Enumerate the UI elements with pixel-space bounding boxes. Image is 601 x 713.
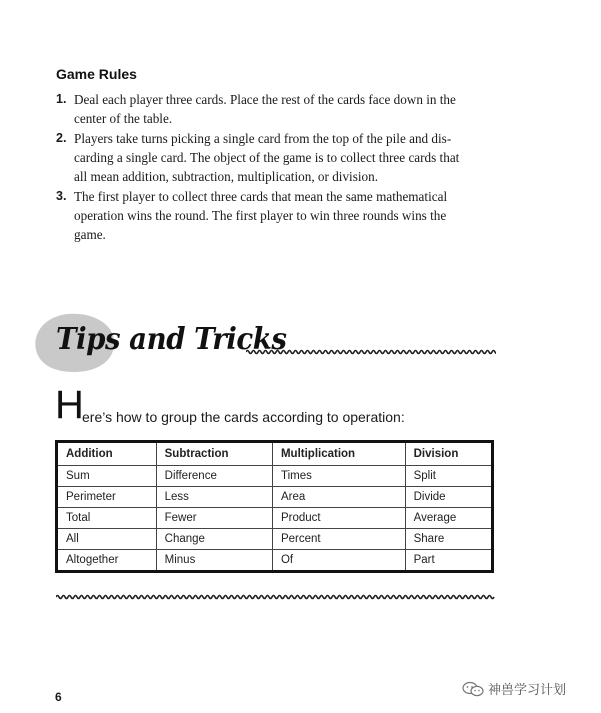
- table-cell: Minus: [156, 550, 272, 572]
- table-row: [57, 466, 493, 487]
- table-cell: Change: [156, 529, 272, 550]
- tips-and-tricks-title: Tips and Tricks: [56, 322, 287, 357]
- table-cell: Average: [405, 508, 492, 529]
- table-cell: Times: [272, 466, 405, 487]
- table-cell: Difference: [156, 466, 272, 487]
- table-cell: Total: [57, 508, 157, 529]
- table-row: [57, 550, 493, 572]
- header-subtraction: Subtraction: [156, 442, 272, 466]
- table-cell: Altogether: [57, 550, 157, 572]
- page-number: 6: [55, 690, 62, 704]
- rule-line: operation wins the round. The first player to win three rounds wins the: [74, 208, 447, 223]
- header-addition: Addition: [57, 442, 157, 466]
- table-cell: Sum: [57, 466, 157, 487]
- rule-line: game.: [74, 227, 106, 242]
- table-cell: Fewer: [156, 508, 272, 529]
- table-header-row: [57, 442, 493, 466]
- rule-line: Deal each player three cards. Place the rest of the cards face down in the: [74, 92, 456, 107]
- table-row: [57, 508, 493, 529]
- wechat-icon: [462, 681, 484, 697]
- table-row: [57, 487, 493, 508]
- game-rules-heading: Game Rules: [56, 66, 137, 82]
- rule-number: 2.: [56, 131, 67, 145]
- rule-line: carding a single card. The object of the game is to collect three cards that: [74, 150, 460, 165]
- rule-number: 1.: [56, 92, 67, 106]
- table-cell: Product: [272, 508, 405, 529]
- table-cell: Of: [272, 550, 405, 572]
- rule-line: Players take turns picking a single card from the top of the pile and dis-: [74, 131, 452, 146]
- table-cell: Perimeter: [57, 487, 157, 508]
- intro-drop-cap: H: [55, 383, 84, 427]
- game-rules-list: [56, 90, 496, 245]
- table-cell: Percent: [272, 529, 405, 550]
- rule-line: center of the table.: [74, 111, 173, 126]
- operations-table: [55, 440, 494, 573]
- title-squiggle-divider: [246, 348, 496, 356]
- table-cell: Area: [272, 487, 405, 508]
- intro-text: ere’s how to group the cards according to operation:: [82, 409, 405, 425]
- table-cell: Less: [156, 487, 272, 508]
- rule-item: [56, 90, 496, 128]
- rule-item: [56, 187, 496, 244]
- rule-number: 3.: [56, 189, 67, 203]
- header-multiplication: Multiplication: [272, 442, 405, 466]
- rule-line: all mean addition, subtraction, multiplication, or division.: [74, 169, 378, 184]
- rule-line: The first player to collect three cards that mean the same mathematical: [74, 189, 448, 204]
- rule-item: [56, 129, 496, 186]
- table-cell: Divide: [405, 487, 492, 508]
- table-cell: Part: [405, 550, 492, 572]
- header-division: Division: [405, 442, 492, 466]
- table-cell: Split: [405, 466, 492, 487]
- watermark: [462, 679, 566, 698]
- table-cell: All: [57, 529, 157, 550]
- bottom-squiggle-divider: [56, 593, 496, 601]
- table-cell: Share: [405, 529, 492, 550]
- table-row: [57, 529, 493, 550]
- watermark-text: 神兽学习计划: [488, 683, 567, 698]
